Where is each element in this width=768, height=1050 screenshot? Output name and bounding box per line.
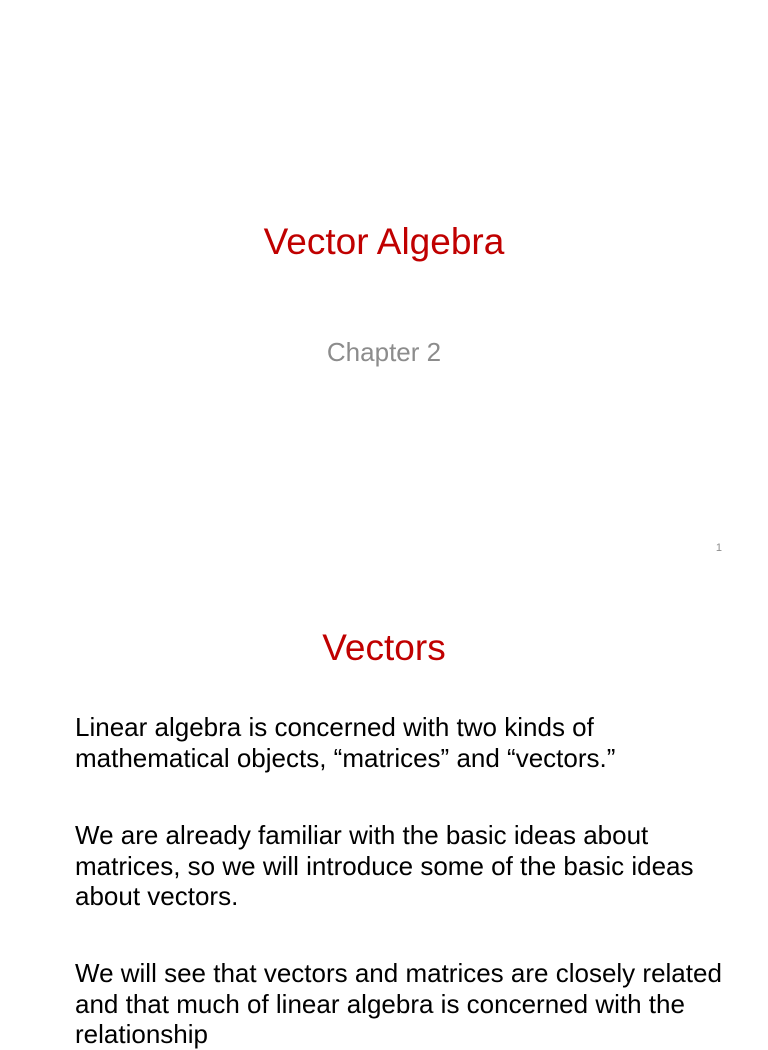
slide-title: Vectors (322, 627, 446, 668)
slide-title: Vector Algebra (263, 221, 505, 262)
content-slide (0, 576, 768, 1049)
slide-number: 1 (715, 542, 722, 554)
body-paragraph: We are already familiar with the basic ideas about matrices, so we will introduce some of the basic ideas about vectors. (75, 820, 694, 911)
slide-subtitle: Chapter 2 (326, 337, 442, 367)
body-paragraph: We will see that vectors and matrices are closely related and that much of linear algebra is concerned with the relationship (75, 958, 722, 1049)
body-paragraph: Linear algebra is concerned with two kinds of mathematical objects, “matrices” and “vectors.” (75, 712, 616, 773)
